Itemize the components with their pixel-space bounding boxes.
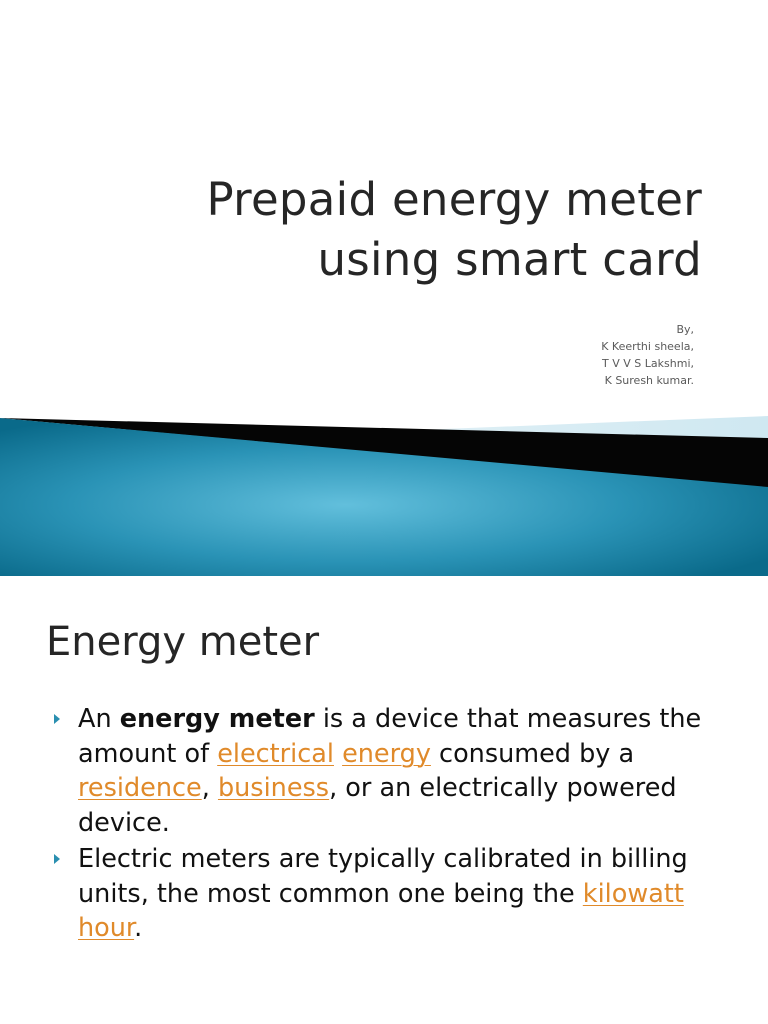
author-name: T V V S Lakshmi, xyxy=(602,357,694,370)
bullet-text xyxy=(334,739,342,769)
bullet-item xyxy=(54,842,734,946)
author-by-label: By, xyxy=(676,323,694,336)
content-slide xyxy=(0,576,768,1024)
bullet-text: consumed by a xyxy=(430,738,635,769)
bullet-list xyxy=(54,702,734,948)
bullet-arrow-icon xyxy=(54,854,60,864)
author-name: K Keerthi sheela, xyxy=(601,340,694,353)
link-energy[interactable]: energy xyxy=(342,738,431,769)
slide-title-line-1: Prepaid energy meter xyxy=(206,173,702,226)
bullet-text: is a device that measures the amount of xyxy=(78,704,702,769)
link-kilowatt-hour[interactable]: kilowatt hour xyxy=(78,878,684,943)
bullet-text: , or an electrically powered device. xyxy=(78,773,677,838)
link-residence[interactable]: residence xyxy=(78,773,202,803)
link-electrical[interactable]: electrical xyxy=(217,738,334,769)
bold-term: energy meter xyxy=(119,704,315,734)
slide-title-line-2: using smart card xyxy=(317,233,702,286)
bullet-item xyxy=(54,702,734,840)
bullet-text: An xyxy=(78,704,120,734)
bullet-arrow-icon xyxy=(54,714,60,724)
bullet-text: , xyxy=(201,773,218,803)
slide-heading: Energy meter xyxy=(46,619,320,665)
bullet-text: Electric meters are typically calibrated in billing units, the most common one being the xyxy=(78,844,688,909)
bullet-text: . xyxy=(134,913,143,943)
link-business[interactable]: business xyxy=(217,773,330,803)
author-name: K Suresh kumar. xyxy=(604,374,694,387)
